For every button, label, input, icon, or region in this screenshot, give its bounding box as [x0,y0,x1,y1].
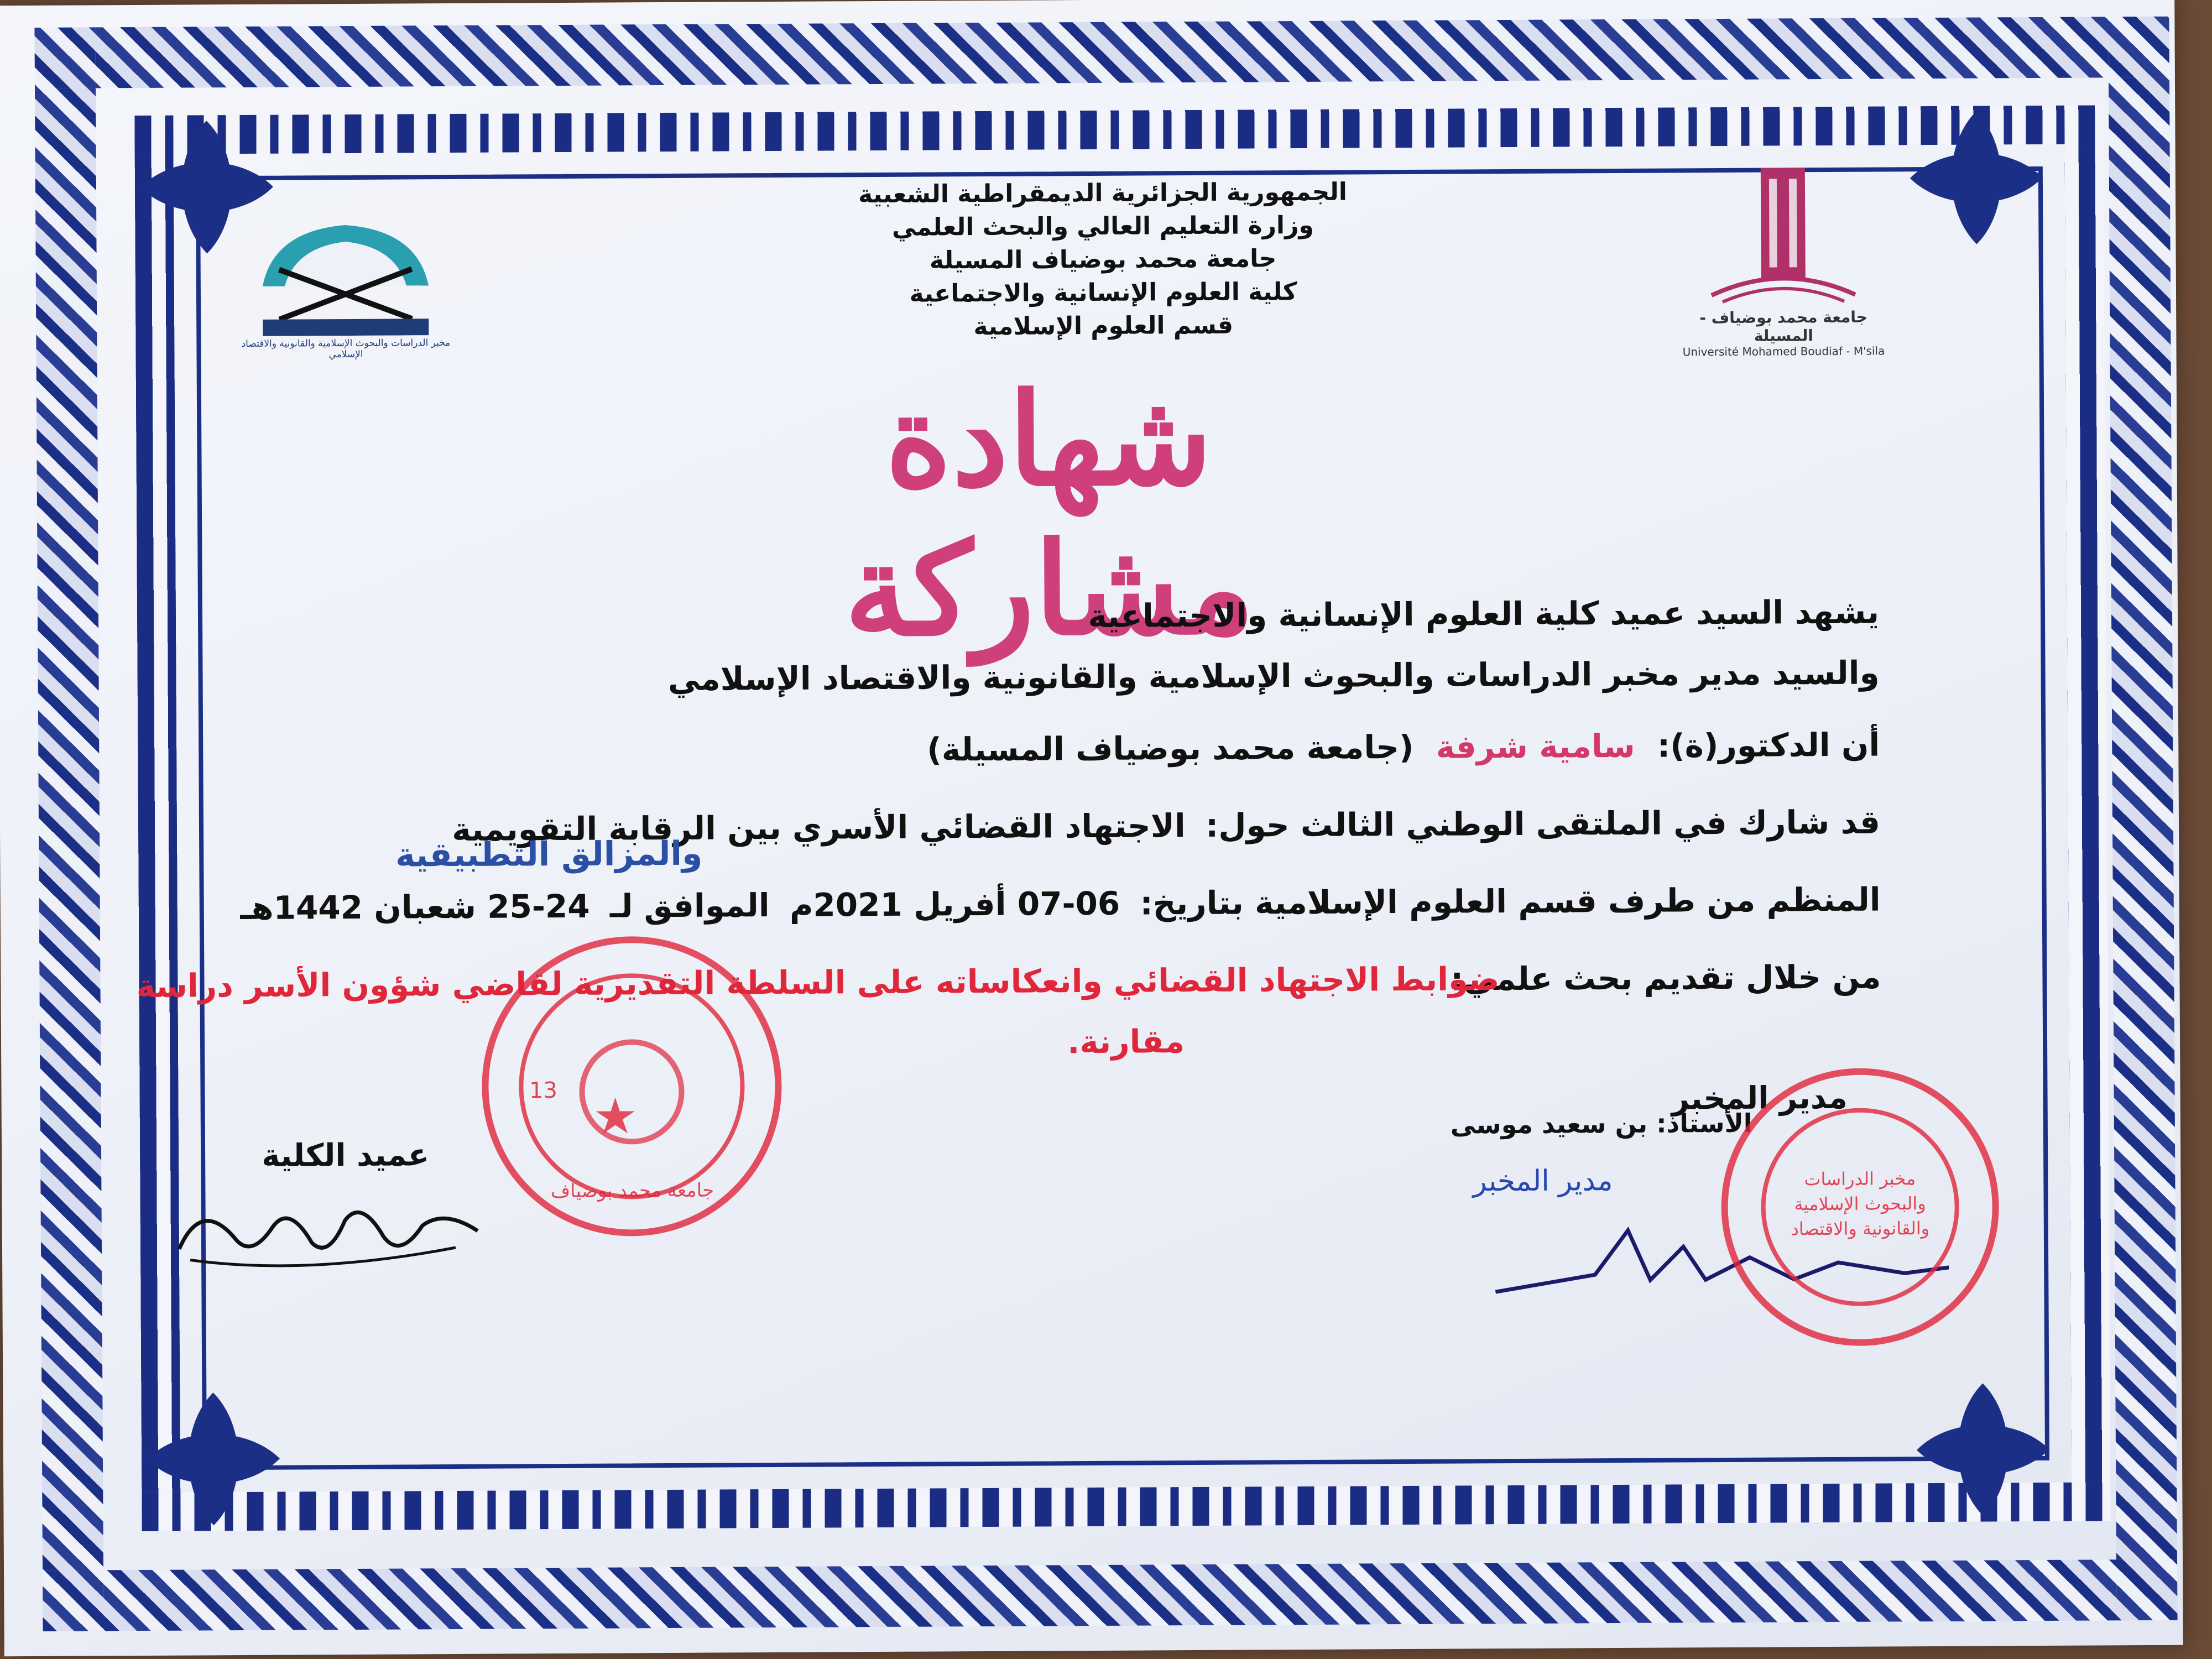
lab-director-label: مدير المخبر [1671,1079,1848,1117]
lab-stamp-line: مخبر الدراسات [1804,1168,1916,1190]
header-line: قسم العلوم الإسلامية [973,311,1234,341]
university-name-ar: جامعة محمد بوضياف - المسيلة [1699,307,1868,345]
lab-stamp-line: والبحوث الإسلامية [1794,1193,1926,1215]
conference-topic-part2: والمزالق التطبيقية [395,834,703,875]
lab-director-name: الأستاذ: بن سعيد موسى [1450,1108,1752,1140]
conference-topic-part1: الاجتهاد القضائي الأسري بين الرقابة التقويمية [452,807,1186,849]
university-emblem-icon [1667,156,1900,306]
round-stamp-text: جامعة محمد بوضياف [550,1179,714,1203]
corner-ornament-top-right [1893,95,2060,262]
certificate-title: شهادة مشاركة [843,364,1255,665]
date-hijri: 24-25 شعبان 1442هـ [240,887,590,927]
header-line: جامعة محمد بوضياف المسيلة [929,244,1277,275]
date-link: الموافق لـ [609,886,770,925]
lab-round-stamp [1715,1062,2005,1352]
recipient-label: أن الدكتور(ة): [1657,726,1880,765]
body-line-1: يشهد السيد عميد كلية العلوم الإنسانية والاجتماعية [1088,593,1880,635]
header-line: الجمهورية الجزائرية الديمقراطية الشعبية [858,178,1348,209]
body-line-2: والسيد مدير مخبر الدراسات والبحوث الإسلامية والقانونية والاقتصاد الإسلامي [667,654,1880,698]
organizer-text: المنظم من طرف قسم العلوم الإسلامية بتاريخ: [1140,880,1881,922]
institution-header [716,175,1491,345]
faculty-round-stamp [476,931,787,1242]
header-line: وزارة التعليم العالي والبحث العلمي [891,211,1314,242]
body-line-6 [1451,958,1881,998]
research-label: من خلال تقديم بحث علمي: [1450,958,1881,998]
dean-label: عميد الكلية [261,1137,430,1174]
research-title-line-2: مقارنة. [1067,1022,1185,1061]
research-title-line-1: ضوابط الاجتهاد القضائي وانعكاساته على السلطة التقديرية لقاضي شؤون الأسر دراسة [136,960,1500,1005]
corner-ornament-bottom-left [130,1376,297,1543]
recipient-affiliation: (جامعة محمد بوضياف المسيلة) [927,728,1414,769]
lab-emblem-icon [240,208,451,336]
university-logo [1667,156,1900,367]
lab-director-script: مدير المخبر [1473,1164,1613,1198]
date-gregorian: 06-07 أفريل 2021م [789,884,1120,924]
lab-logo [240,208,473,375]
dean-signature [168,1165,500,1277]
conference-label: قد شارك في الملتقى الوطني الثالث حول: [1205,803,1881,844]
lab-stamp-line: والقانونية والاقتصاد [1791,1218,1930,1240]
recipient-name: سامية شرفة [1436,727,1635,766]
header-line: كلية العلوم الإنسانية والاجتماعية [909,278,1297,308]
round-stamp-number: 13 [529,1078,558,1104]
university-name-fr: Université Mohamed Boudiaf - M'sila [1682,344,1885,359]
corner-ornament-bottom-right [1900,1366,2067,1533]
lab-logo-text: مخبر الدراسات والبحوث الإسلامية والقانونية والاقتصاد الإسلامي [241,337,451,361]
body-line-3 [927,726,1880,769]
